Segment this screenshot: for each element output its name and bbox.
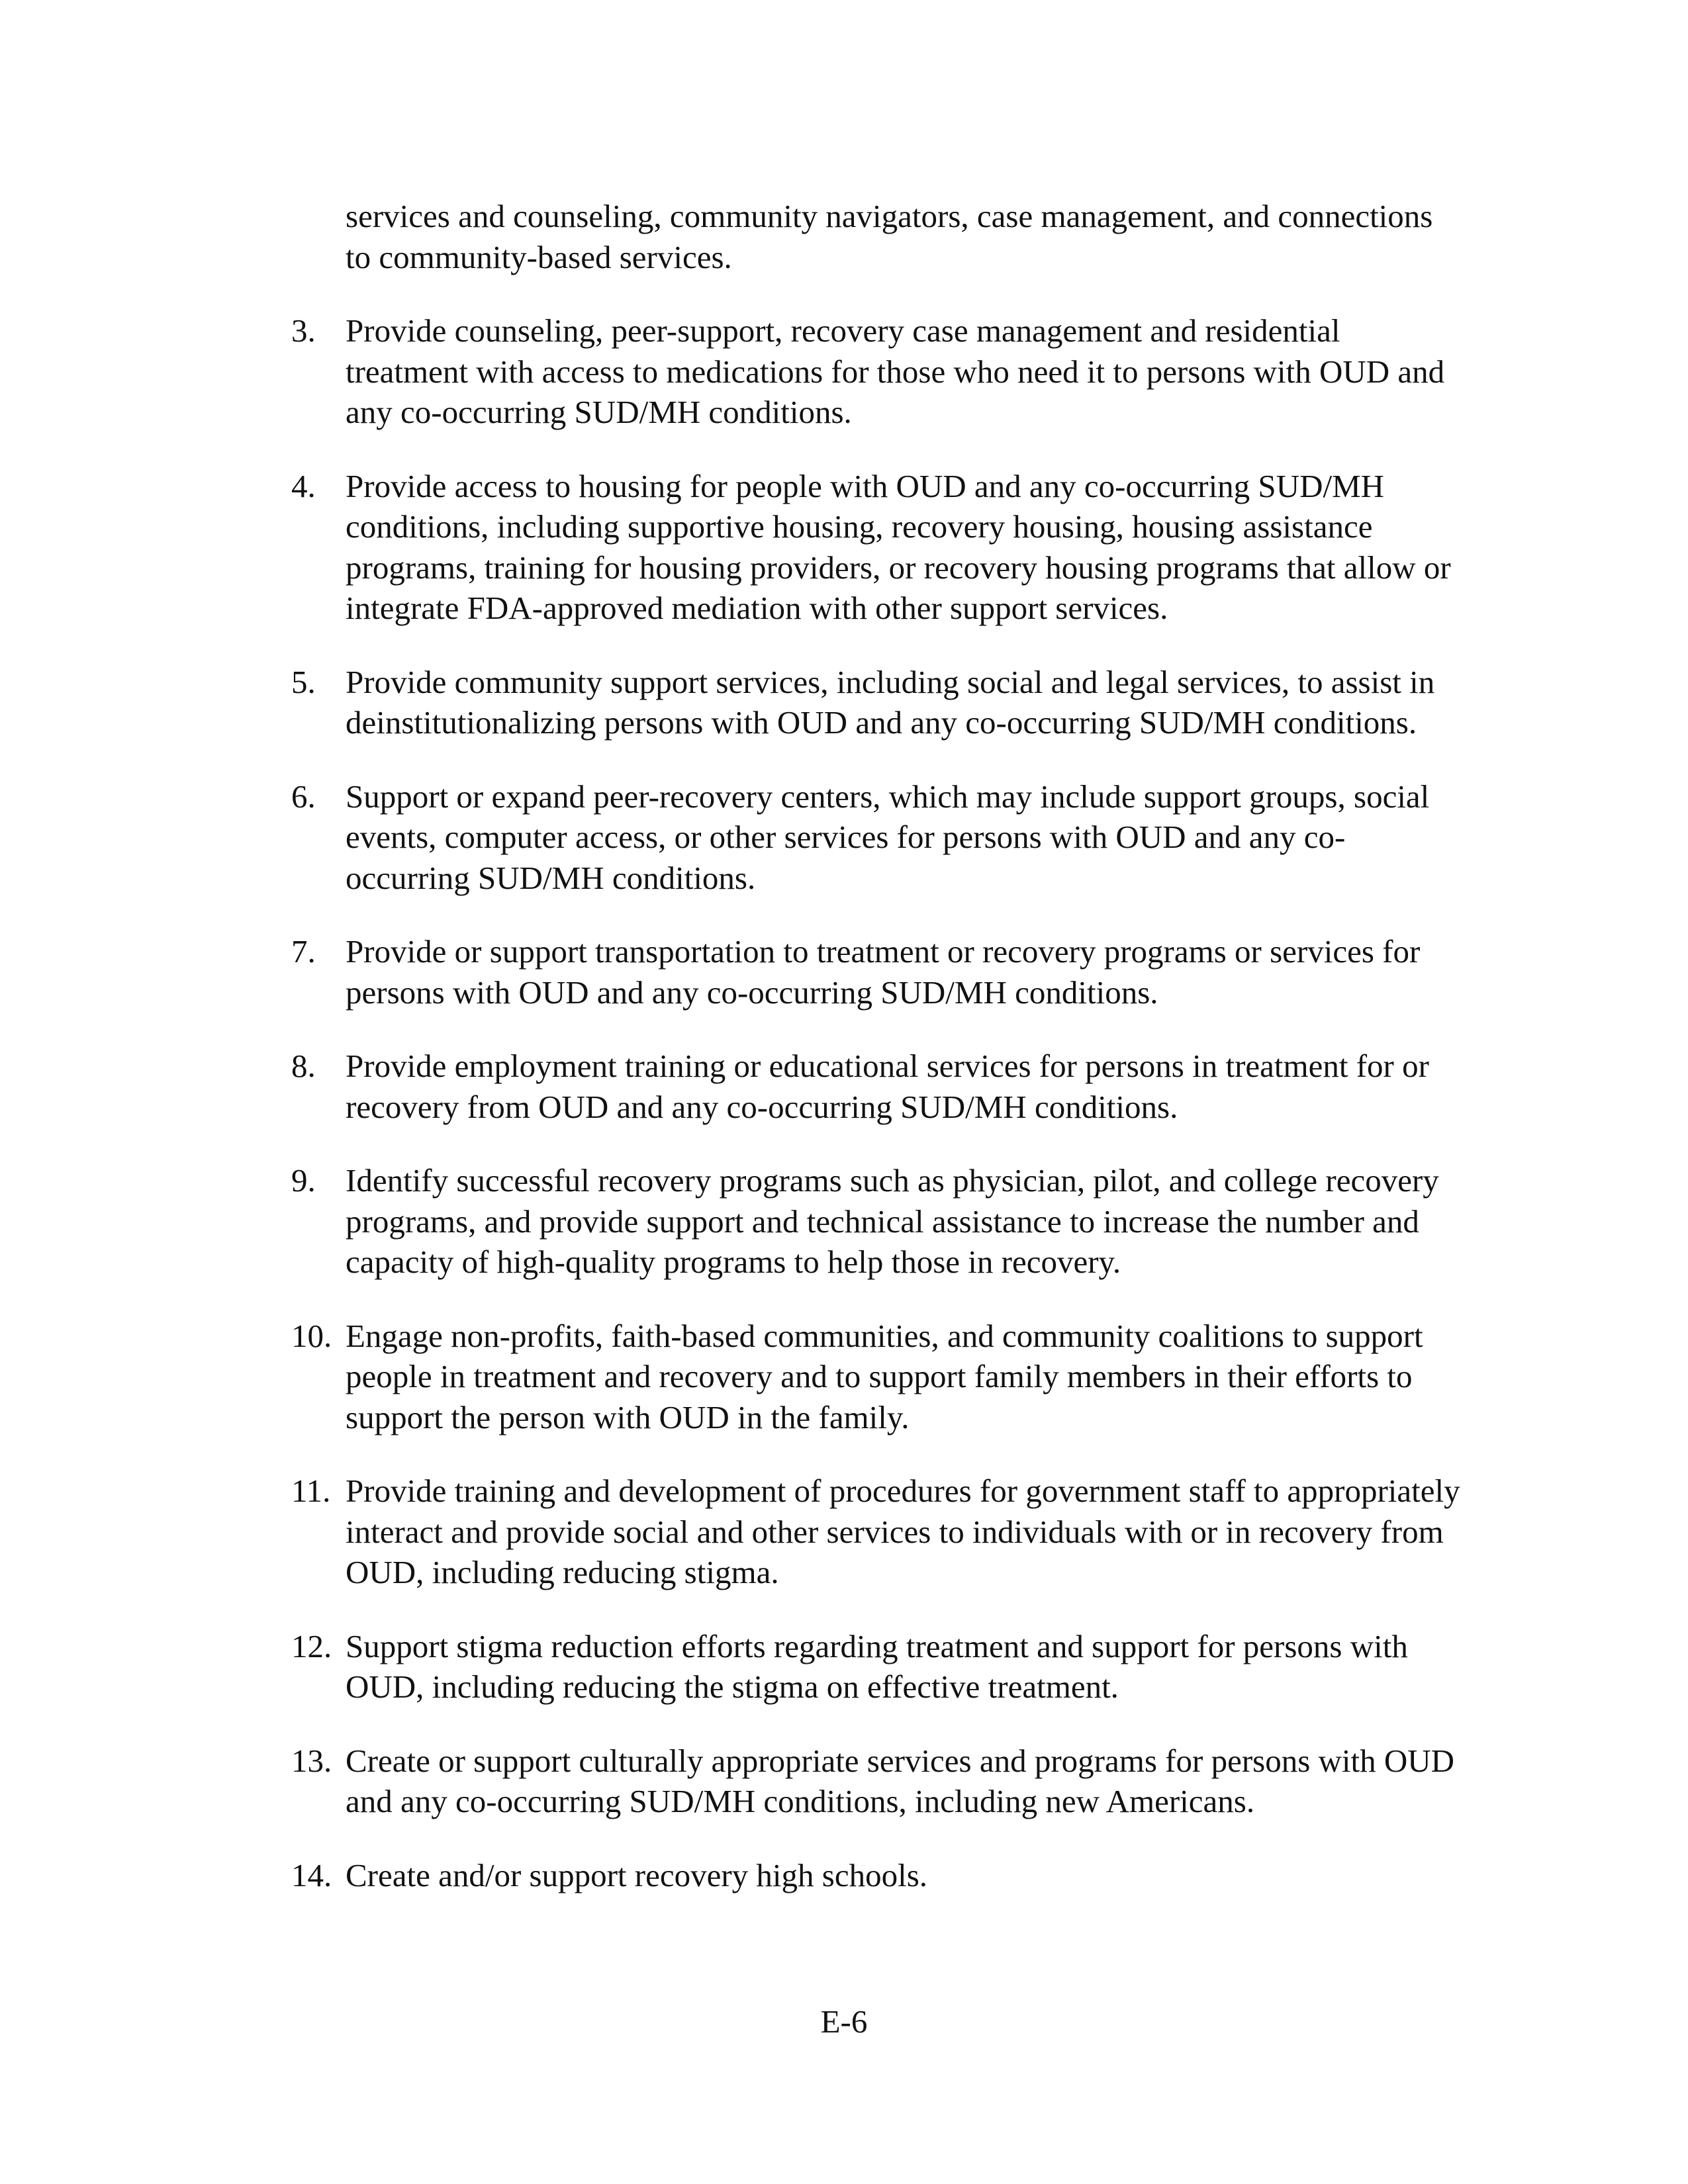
list-item-text: Provide counseling, peer-support, recovery case management and residential treatment with access to medications for those who need it to persons with OUD and any co-occurring SUD/MH conditions. [346, 312, 1445, 430]
continued-paragraph: services and counseling, community navigators, case management, and connections to community-based services. [346, 198, 1433, 275]
list-item-number: 6. [291, 778, 316, 815]
list-item-text: Provide access to housing for people with OUD and any co-occurring SUD/MH conditions, including supportive housing, recovery housing, housing assistance programs, training for housing providers, or recovery housing programs that allow or integrate FDA-approved mediation with other support services. [346, 467, 1451, 626]
document-body [291, 196, 1496, 1929]
list-item-7 [291, 931, 1496, 1013]
list-item-11 [291, 1471, 1496, 1593]
list-item-number: 10. [291, 1317, 332, 1354]
list-item-number: 13. [291, 1742, 332, 1779]
list-item-number: 4. [291, 467, 316, 504]
list-item-14 [291, 1855, 1496, 1896]
list-item-text: Provide employment training or educational services for persons in treatment for or recovery from OUD and any co-occurring SUD/MH conditions. [346, 1048, 1429, 1125]
list-item-5 [291, 662, 1496, 743]
list-item-number: 3. [291, 312, 316, 349]
list-item-number: 9. [291, 1162, 316, 1199]
list-item-text: Engage non-profits, faith-based communities, and community coalitions to support people in treatment and recovery and to support family members in their efforts to support the person with OUD in the family. [346, 1317, 1423, 1435]
list-item-text: Provide training and development of procedures for government staff to appropriately interact and provide social and other services to individuals with or in recovery from OUD, including reducing stigma. [346, 1473, 1460, 1590]
list-item-10 [291, 1316, 1496, 1438]
list-item-text: Provide community support services, including social and legal services, to assist in deinstitutionalizing persons with OUD and any co-occurring SUD/MH conditions. [346, 663, 1435, 741]
list-item-text: Provide or support transportation to treatment or recovery programs or services for persons with OUD and any co-occurring SUD/MH conditions. [346, 933, 1421, 1011]
list-item-number: 12. [291, 1627, 332, 1664]
list-item-12 [291, 1626, 1496, 1707]
list-item-text: Create and/or support recovery high schools. [346, 1856, 928, 1893]
page-number: E-6 [820, 2003, 868, 2040]
list-item-13 [291, 1741, 1496, 1822]
list-item-text: Identify successful recovery programs such as physician, pilot, and college recovery programs, and provide support and technical assistance to increase the number and capacity of high-quality programs to help those in recovery. [346, 1162, 1439, 1280]
list-item-8 [291, 1046, 1496, 1127]
list-item-number: 5. [291, 663, 316, 700]
list-item-4 [291, 466, 1496, 629]
list-item-9 [291, 1160, 1496, 1283]
list-item-3 [291, 310, 1496, 433]
list-item-text: Create or support culturally appropriate services and programs for persons with OUD and any co-occurring SUD/MH conditions, including new Americans. [346, 1742, 1455, 1819]
list-item-text: Support stigma reduction efforts regarding treatment and support for persons with OUD, including reducing the stigma on effective treatment. [346, 1627, 1408, 1705]
list-item-number: 7. [291, 933, 316, 970]
list-item-text: Support or expand peer-recovery centers, which may include support groups, social events, computer access, or other services for persons with OUD and any co- occurring SUD/MH conditions. [346, 778, 1430, 896]
list-item-number: 11. [291, 1473, 331, 1509]
list-item-6 [291, 776, 1496, 899]
list-item-number: 14. [291, 1856, 332, 1893]
list-item-number: 8. [291, 1048, 316, 1084]
